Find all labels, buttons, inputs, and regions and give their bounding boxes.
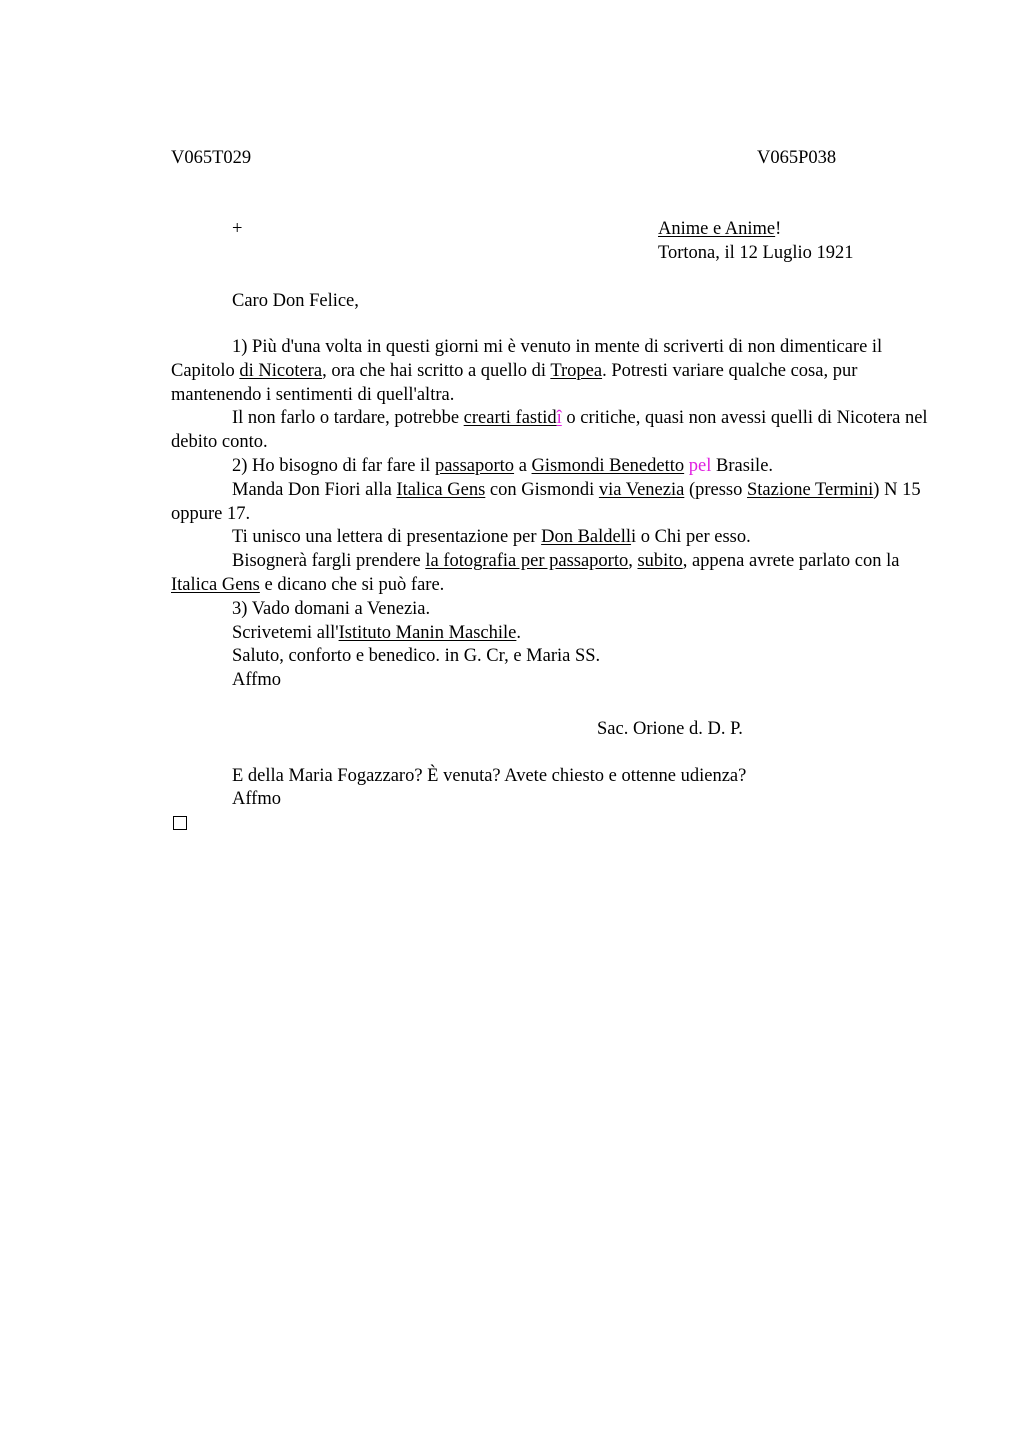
- body-paragraph: [171, 336, 931, 407]
- emphasized-text: subito: [637, 551, 683, 572]
- empty-square-icon: [173, 816, 187, 830]
- text-segment: , ora che hai scritto a quello di: [322, 360, 551, 381]
- salutation: Caro Don Felice,: [232, 291, 359, 311]
- emphasized-text: Istituto Manin Maschile: [338, 622, 517, 643]
- text-segment: Scrivetemi all': [232, 622, 339, 643]
- postscript-closing: Affmo: [232, 789, 281, 809]
- text-segment: Brasile.: [711, 455, 774, 476]
- document-code-left: V065T029: [171, 148, 252, 168]
- document-code-right: V065P038: [757, 148, 837, 168]
- body-paragraph: [171, 526, 931, 550]
- text-segment: 1) Più d'una volta in questi giorni mi è venuto in mente di scriverti di non dimenticare il Capitolo: [171, 337, 883, 381]
- emphasized-text: î: [556, 408, 562, 429]
- text-segment: Saluto, conforto e benedico. in G. Cr, e Maria SS.: [232, 646, 601, 667]
- body-paragraph: [171, 550, 931, 598]
- letter-body: [171, 336, 931, 693]
- text-segment: Affmo: [232, 670, 281, 691]
- text-segment: 3) Vado domani a Venezia.: [232, 598, 431, 619]
- emphasized-text: Gismondi Benedetto: [531, 455, 685, 476]
- emphasized-text: crearti fastid: [463, 408, 557, 429]
- text-segment: i o Chi per esso.: [631, 527, 751, 548]
- place-date: Tortona, il 12 Luglio 1921: [658, 243, 854, 263]
- text-segment: Manda Don Fiori alla: [232, 479, 397, 500]
- text-segment: o critiche, quasi non avessi quelli di Nicotera nel debito conto.: [171, 408, 928, 453]
- text-segment: (presso: [684, 479, 747, 500]
- body-paragraph: [171, 645, 931, 669]
- body-paragraph: [171, 598, 931, 622]
- emphasized-text: Stazione Termini: [747, 479, 874, 500]
- body-paragraph: [171, 479, 931, 527]
- body-paragraph: [171, 669, 931, 693]
- body-paragraph: [171, 407, 931, 455]
- emphasized-text: pel: [688, 455, 712, 476]
- text-segment: ) N 15 oppure 17.: [171, 479, 921, 524]
- emphasized-text: Don Baldell: [541, 527, 632, 548]
- text-segment: .: [516, 622, 522, 643]
- motto-tail: !: [775, 219, 782, 239]
- motto-underlined: Anime e Anime: [658, 219, 776, 239]
- emphasized-text: via Venezia: [598, 479, 685, 500]
- text-segment: e dicano che si può fare.: [259, 574, 445, 595]
- text-segment: ,: [628, 551, 638, 572]
- motto: [658, 217, 781, 241]
- text-segment: Ti unisco una lettera di presentazione per: [232, 527, 542, 548]
- postscript-line: E della Maria Fogazzaro? È venuta? Avete chiesto e ottenne udienza?: [232, 766, 747, 786]
- text-segment: a: [514, 455, 532, 476]
- text-segment: Il non farlo o tardare, potrebbe: [232, 408, 464, 429]
- text-segment: 2) Ho bisogno di far fare il: [232, 455, 435, 476]
- body-paragraph: [171, 622, 931, 646]
- emphasized-text: di Nicotera: [239, 360, 323, 381]
- text-segment: Bisognerà fargli prendere: [232, 551, 426, 572]
- emphasized-text: passaporto: [434, 455, 515, 476]
- text-segment: con Gismondi: [485, 479, 599, 500]
- body-paragraph: [171, 455, 931, 479]
- text-segment: , appena avrete parlato con la: [682, 551, 900, 572]
- text-segment: . Potresti variare qualche cosa, pur mantenendo i sentimenti di quell'altra.: [171, 360, 858, 405]
- signature: Sac. Orione d. D. P.: [597, 719, 743, 739]
- emphasized-text: Tropea: [550, 360, 603, 381]
- emphasized-text: la fotografia per passaporto: [425, 551, 629, 572]
- cross-symbol: +: [232, 219, 243, 239]
- emphasized-text: Italica Gens: [396, 479, 486, 500]
- emphasized-text: Italica Gens: [171, 574, 260, 595]
